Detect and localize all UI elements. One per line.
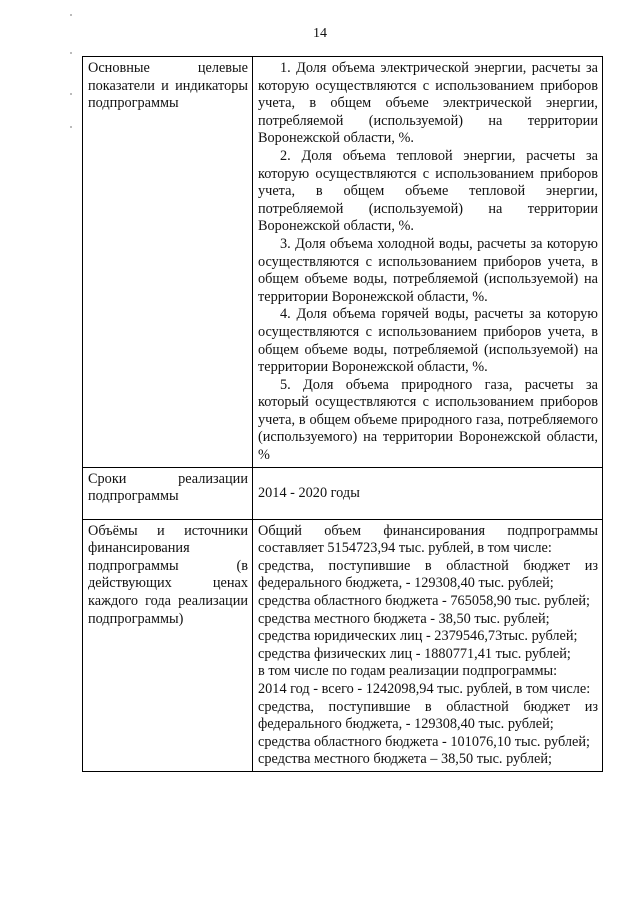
finance-line: средства областного бюджета - 765058,90 тыс. рублей;: [258, 593, 591, 610]
indicator-paragraph: 3. Доля объема холодной воды, расчеты за которую осуществляются с использованием приборов учета, в общем объеме воды, потребляемой (используемой) на территории Воронежской области, %.: [258, 235, 598, 305]
row-value-cell: [253, 57, 603, 468]
scan-mark: [70, 52, 72, 54]
passport-table: [82, 56, 603, 772]
row-label-cell: [83, 57, 253, 468]
table-row: [83, 519, 603, 771]
indicator-paragraph: 1. Доля объема электрической энергии, расчеты за которую осуществляются с использованием приборов учета, в общем объеме электрической энергии, потребляемой (используемой) на территории Воронежской области, %.: [258, 60, 598, 147]
indicator-paragraph: 5. Доля объема природного газа, расчеты за который осуществляются с использованием приборов учета, в общем объеме природного газа, потребляемого (используемого) на территории Воронежской области, %: [258, 376, 598, 464]
finance-line: в том числе по годам реализации подпрограммы:: [258, 663, 558, 680]
row-label: Основные целевые показатели и индикаторы подпрограммы: [88, 60, 248, 112]
page-number: 14: [313, 26, 327, 41]
finance-line: средства, поступившие в областной бюджет из федерального бюджета, - 129308,40 тыс. рублей;: [258, 557, 598, 592]
indicator-paragraph: 2. Доля объема тепловой энергии, расчеты за которую осуществляются с использованием приборов учета, в общем объеме тепловой энергии, потребляемой (используемой) на территории Воронежской области, %.: [258, 147, 598, 235]
finance-line: средства физических лиц - 1880771,41 тыс. рублей;: [258, 645, 571, 662]
row-label: Сроки реализации подпрограммы: [88, 470, 248, 505]
finance-line: средства областного бюджета - 101076,10 тыс. рублей;: [258, 733, 591, 750]
row-value-cell: [253, 467, 603, 519]
finance-line: средства юридических лиц - 2379546,73тыс. рублей;: [258, 628, 578, 645]
scan-mark: [70, 93, 72, 95]
finance-line: средства, поступившие в областной бюджет из федерального бюджета, - 129308,40 тыс. рублей;: [258, 698, 598, 733]
scan-mark: [70, 126, 72, 128]
row-label: Объёмы и источники финансирования подпрограммы (в действующих ценах каждого года реализации подпрограммы): [88, 522, 248, 627]
table-row: [83, 57, 603, 468]
table-row: [83, 467, 603, 519]
finance-line: 2014 год - всего - 1242098,94 тыс. рублей, в том числе:: [258, 681, 591, 697]
row-label-cell: [83, 519, 253, 771]
scan-mark: [70, 14, 72, 16]
row-label-cell: [83, 467, 253, 519]
indicator-paragraph: 4. Доля объема горячей воды, расчеты за которую осуществляются с использованием приборов учета, в общем объеме воды, потребляемой (используемой) на территории Воронежской области, %.: [258, 306, 598, 376]
finance-line: средства местного бюджета - 38,50 тыс. рублей;: [258, 610, 550, 627]
term-value: 2014 - 2020 годы: [258, 484, 360, 501]
row-value-cell: [253, 519, 603, 771]
finance-line: Общий объем финансирования подпрограммы составляет 5154723,94 тыс. рублей, в том числе:: [258, 522, 598, 557]
finance-line: средства местного бюджета – 38,50 тыс. рублей;: [258, 751, 553, 768]
